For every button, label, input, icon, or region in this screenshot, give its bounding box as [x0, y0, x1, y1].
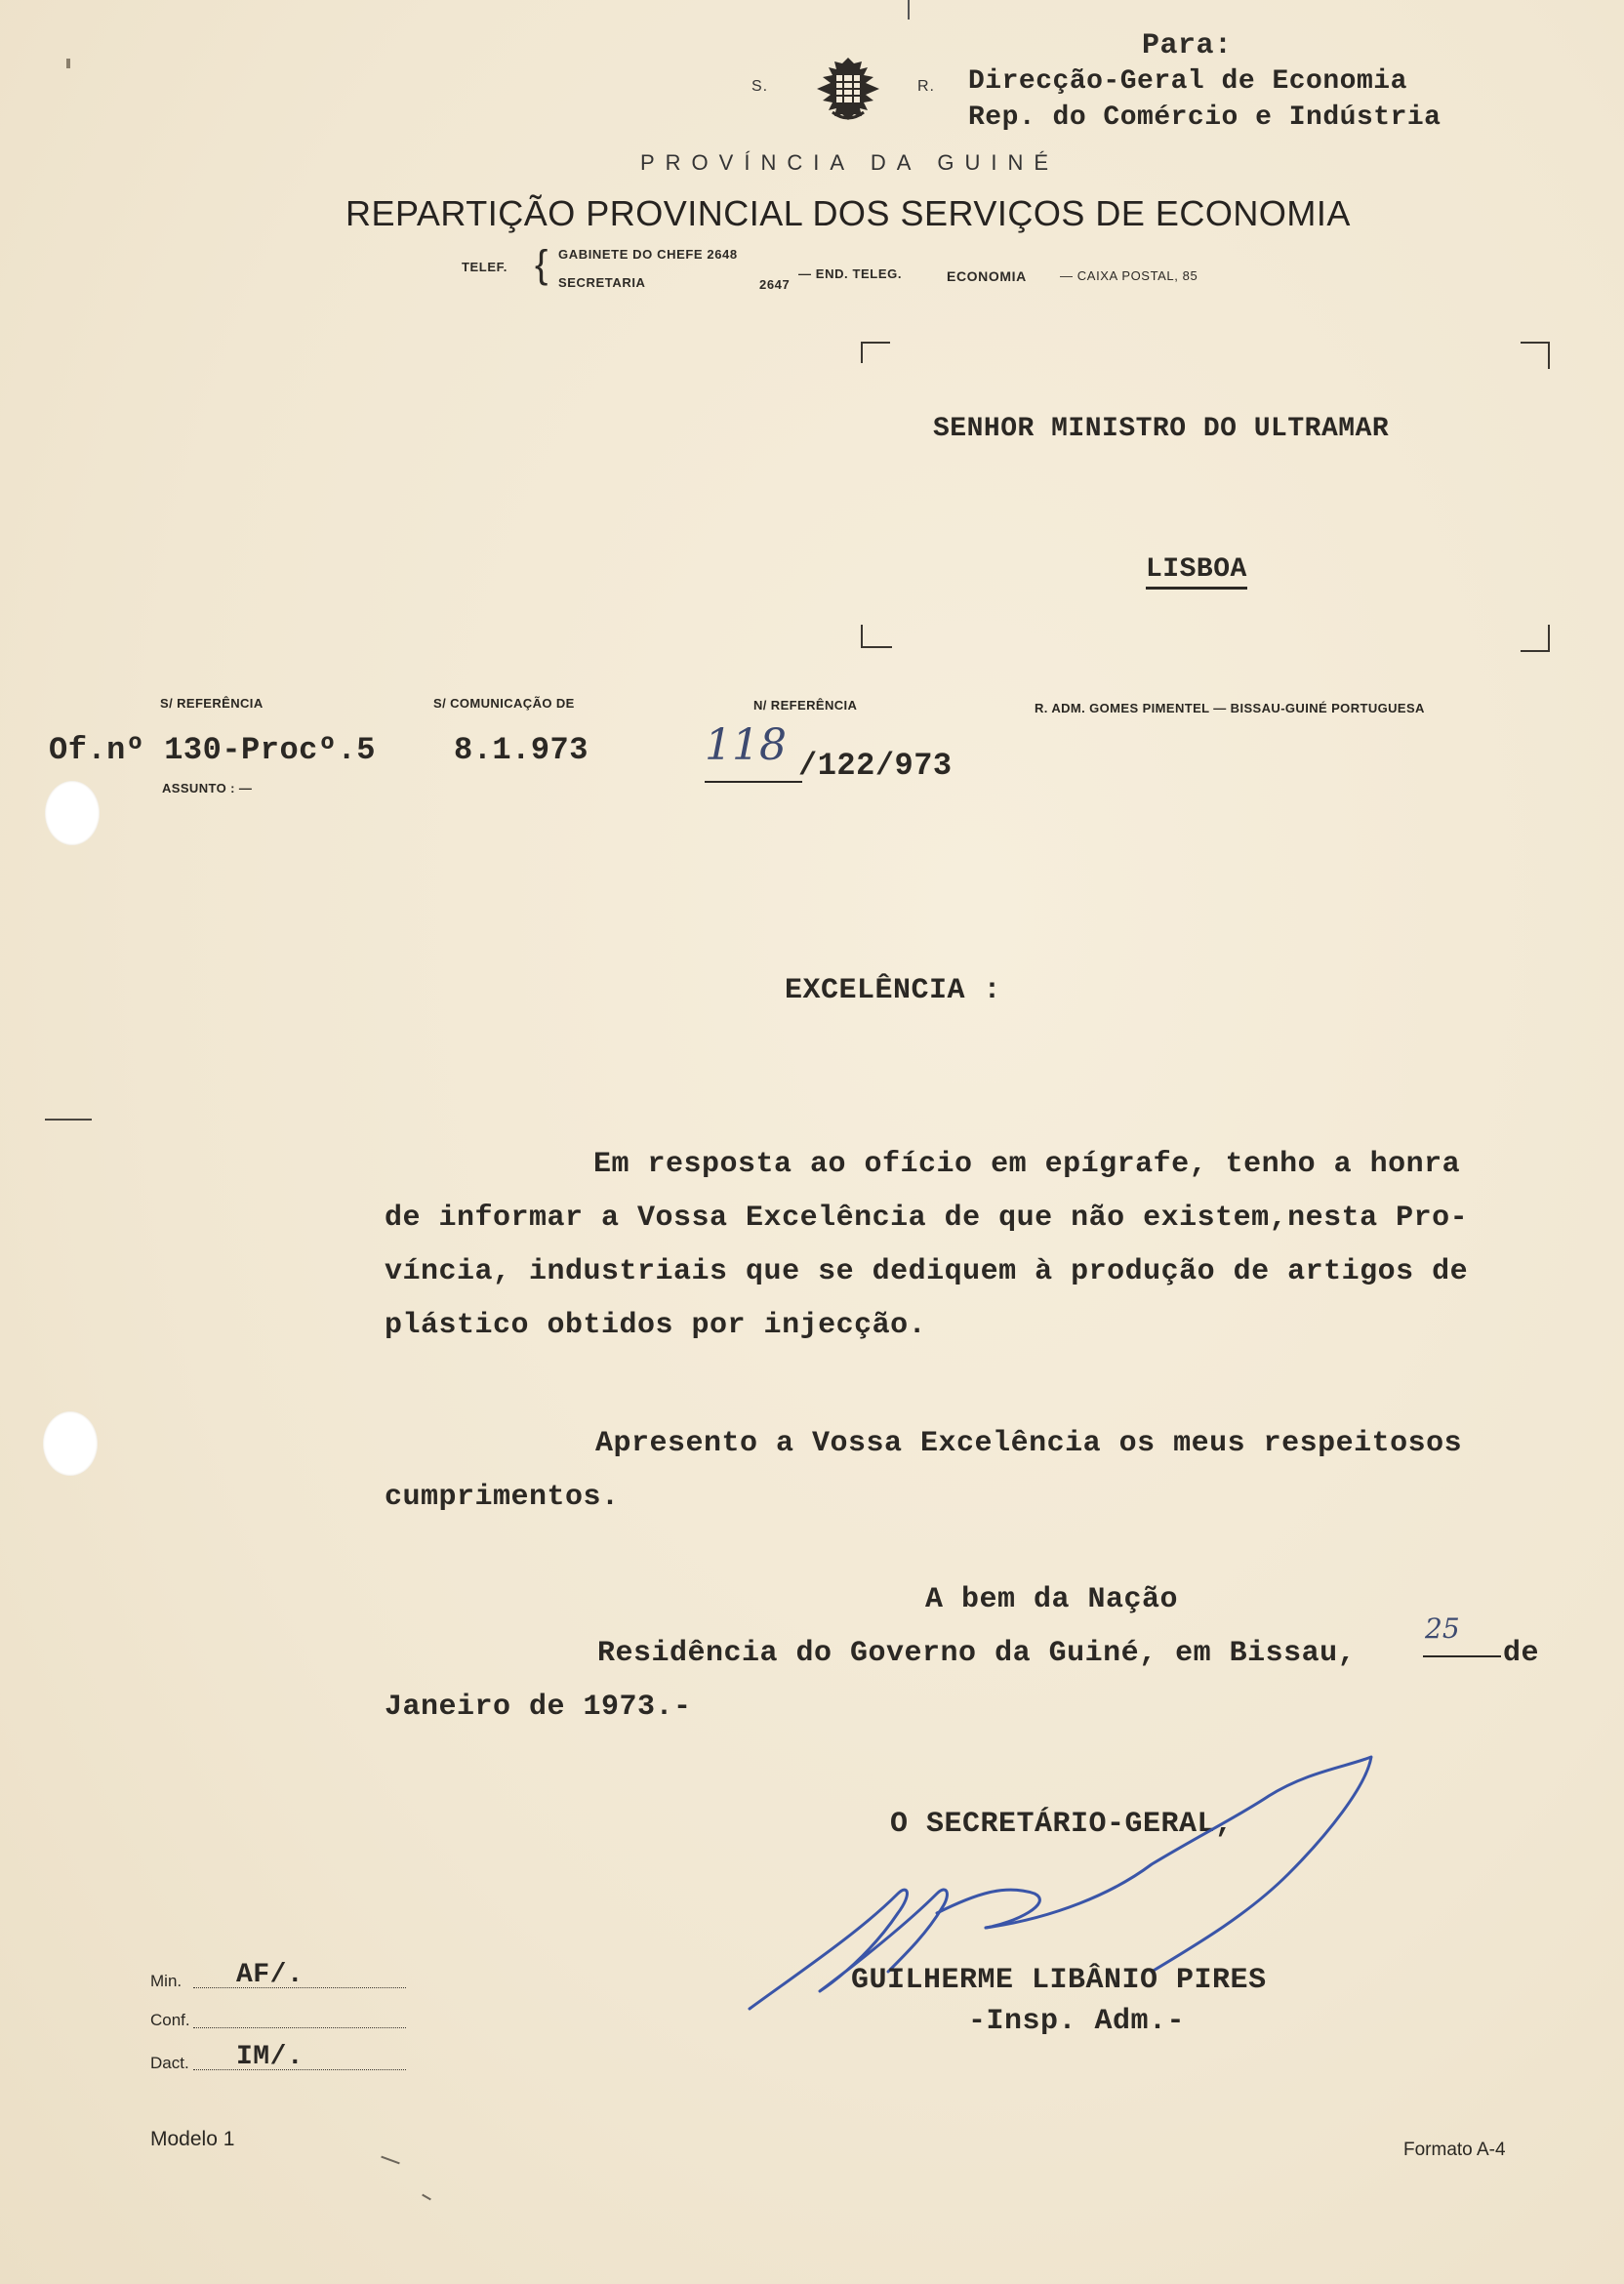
sender-address: R. ADM. GOMES PIMENTEL — BISSAU-GUINÉ PORTUGUESA	[1035, 701, 1425, 715]
dact-label: Dact.	[150, 2054, 189, 2072]
min-value: AF/.	[236, 1960, 304, 1990]
para-label: Para:	[1142, 29, 1233, 62]
closing-de: de	[1503, 1637, 1540, 1670]
end-teleg-label: — END. TELEG.	[798, 266, 903, 281]
closing-date: Janeiro de 1973.-	[385, 1691, 692, 1724]
paragraph1-line1: Em resposta ao ofício em epígrafe, tenho a honra	[593, 1148, 1461, 1181]
paper-mark	[381, 2156, 399, 2165]
gabinete-phone: GABINETE DO CHEFE 2648	[558, 247, 738, 262]
top-tick-mark	[908, 0, 910, 20]
closing-a-bem-da-nacao: A bem da Nação	[925, 1583, 1179, 1616]
caixa-postal: — CAIXA POSTAL, 85	[1060, 268, 1198, 283]
closing-day-handwritten: 25	[1425, 1612, 1460, 1645]
punch-hole-bottom	[43, 1411, 98, 1476]
s-referencia-value: Of.nº 130-Procº.5	[49, 732, 376, 768]
secretaria-phone: 2647	[759, 277, 791, 292]
window-corner-br	[1521, 625, 1550, 652]
routing-to-line1: Direcção-Geral de Economia	[968, 66, 1407, 97]
n-referencia-label: N/ REFERÊNCIA	[753, 698, 858, 713]
signer-name: GUILHERME LIBÂNIO PIRES	[851, 1964, 1267, 1997]
signer-role: -Insp. Adm.-	[968, 2005, 1186, 2038]
paper-speck	[66, 59, 70, 68]
s-comunicacao-label: S/ COMUNICAÇÃO DE	[433, 696, 575, 711]
window-corner-tr	[1521, 342, 1550, 369]
telef-label: TELEF.	[462, 260, 508, 274]
closing-day-underline	[1423, 1655, 1501, 1657]
addressee-line2: LISBOA	[1146, 554, 1247, 590]
closing-residencia: Residência do Governo da Guiné, em Bissau,	[597, 1637, 1357, 1670]
window-corner-bl	[861, 625, 892, 648]
conf-line	[193, 2027, 406, 2028]
paragraph1-line3: víncia, industriais que se dediquem à produção de artigos de	[385, 1255, 1469, 1288]
routing-to-line2: Rep. do Comércio e Indústria	[968, 102, 1441, 133]
teleg-economia: ECONOMIA	[947, 268, 1027, 284]
n-referencia-handwritten: 118	[705, 720, 787, 770]
paper-mark-2	[422, 2194, 431, 2201]
min-label: Min.	[150, 1972, 183, 1990]
n-referencia-underline	[705, 781, 802, 783]
salutation: EXCELÊNCIA :	[785, 974, 1002, 1007]
s-comunicacao-value: 8.1.973	[454, 732, 589, 768]
telef-brace: {	[535, 243, 548, 286]
coat-of-arms-emblem	[803, 54, 893, 124]
window-corner-tl	[861, 342, 890, 363]
assunto-label: ASSUNTO : —	[162, 781, 253, 795]
s-referencia-label: S/ REFERÊNCIA	[160, 696, 264, 711]
fold-mark	[45, 1119, 92, 1121]
n-referencia-value: /122/973	[798, 748, 953, 784]
addressee-line1: SENHOR MINISTRO DO ULTRAMAR	[933, 414, 1390, 444]
paragraph2-line1: Apresento a Vossa Excelência os meus respeitosos	[595, 1427, 1463, 1460]
punch-hole-top	[45, 781, 100, 845]
repartition-heading: REPARTIÇÃO PROVINCIAL DOS SERVIÇOS DE ECONOMIA	[345, 193, 1351, 233]
paragraph1-line2: de informar a Vossa Excelência de que não existem,nesta Pro-	[385, 1202, 1469, 1235]
paragraph1-line4: plástico obtidos por injecção.	[385, 1309, 927, 1342]
paragraph2-line2: cumprimentos.	[385, 1481, 620, 1514]
modelo-label: Modelo 1	[150, 2128, 235, 2150]
r-mark: R.	[917, 78, 935, 95]
formato-label: Formato A-4	[1403, 2140, 1506, 2160]
dact-value: IM/.	[236, 2042, 304, 2072]
signer-title: O SECRETÁRIO-GERAL,	[890, 1808, 1234, 1841]
provincia-heading: PROVÍNCIA DA GUINÉ	[640, 150, 1060, 175]
s-mark: S.	[751, 78, 769, 95]
secretaria-label: SECRETARIA	[558, 275, 646, 290]
conf-label: Conf.	[150, 2011, 190, 2029]
